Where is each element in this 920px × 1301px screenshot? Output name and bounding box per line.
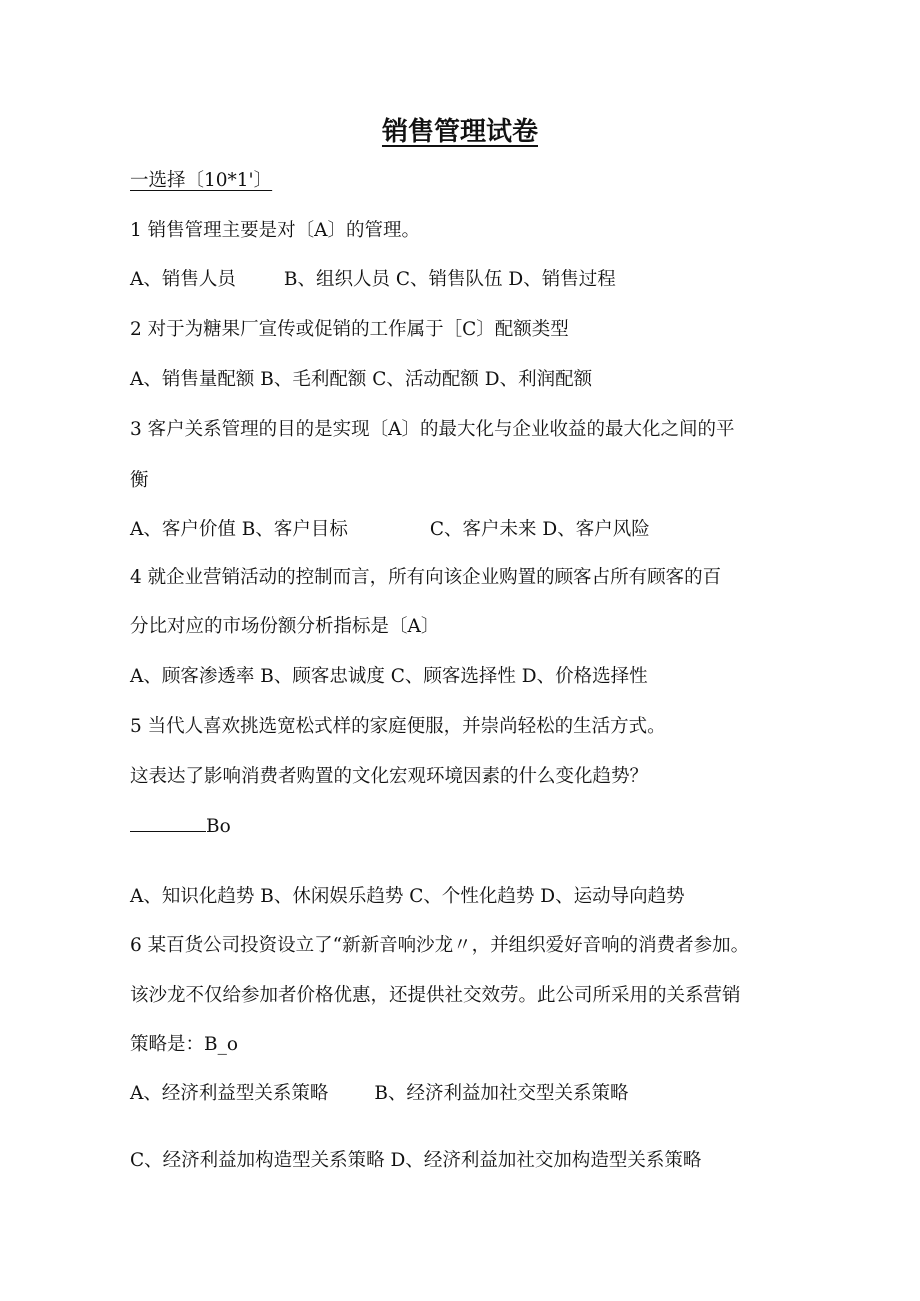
- question-6-option-a: A、经济利益型关系策略: [130, 1083, 329, 1104]
- question-3-options-cd: C、客户未来 D、客户风险: [429, 519, 650, 540]
- question-5-stem-line-2: 这表达了影响消费者购置的文化宏观环境因素的什么变化趋势？: [130, 766, 649, 787]
- question-2-options: A、销售量配额 B、毛利配额 C、活动配额 D、利润配额: [130, 369, 593, 390]
- question-4-stem-line-1: 4 就企业营销活动的控制而言，所有向该企业购置的顾客占所有顾客的百: [130, 567, 722, 588]
- question-6-option-b: B、经济利益加社交型关系策略: [374, 1083, 629, 1104]
- question-3-options-ab: A、客户价值 B、客户目标: [130, 519, 348, 540]
- question-1-option-a: A、销售人员: [130, 269, 236, 290]
- section-heading: 一选择〔10*1'〕: [130, 170, 273, 191]
- question-6-stem-line-1: 6 某百货公司投资设立了“新新音响沙龙〃，并组织爱好音响的消费者参加。: [130, 935, 750, 956]
- question-5-answer-line: [130, 818, 231, 837]
- question-3-stem-line-1: 3 客户关系管理的目的是实现〔A〕的最大化与企业收益的最大化之间的平: [130, 419, 735, 440]
- question-5-stem-line-1: 5 当代人喜欢挑选宽松式样的家庭便服，并崇尚轻松的生活方式。: [130, 716, 666, 737]
- question-5-answer: Bo: [206, 816, 231, 837]
- question-1-options-rest: B、组织人员 C、销售队伍 D、销售过程: [283, 269, 616, 290]
- question-3-stem-line-2: 衡: [130, 470, 149, 491]
- question-4-stem-line-2: 分比对应的市场份额分析指标是〔A〕: [130, 616, 440, 637]
- answer-blank: [130, 830, 206, 832]
- question-5-options: A、知识化趋势 B、休闲娱乐趋势 C、个性化趋势 D、运动导向趋势: [130, 886, 685, 907]
- question-6-stem-line-2: 该沙龙不仅给参加者价格优惠，还提供社交效劳。此公司所采用的关系营销: [130, 985, 741, 1006]
- question-1-stem: 1 销售管理主要是对〔A〕的管理。: [130, 220, 421, 241]
- question-1-options: [130, 271, 616, 290]
- page-title: 销售管理试卷: [381, 117, 538, 147]
- question-2-stem: 2 对于为糖果厂宣传或促销的工作属于［C〕配额类型: [130, 319, 569, 340]
- question-6-stem-line-3: 策略是：B_o: [130, 1034, 238, 1055]
- question-6-options-cd: C、经济利益加构造型关系策略 D、经济利益加社交加构造型关系策略: [130, 1150, 702, 1171]
- question-6-options-ab: [130, 1085, 628, 1104]
- question-4-options: A、顾客渗透率 B、顾客忠诚度 C、顾客选择性 D、价格选择性: [130, 666, 648, 687]
- question-3-options: [130, 521, 650, 540]
